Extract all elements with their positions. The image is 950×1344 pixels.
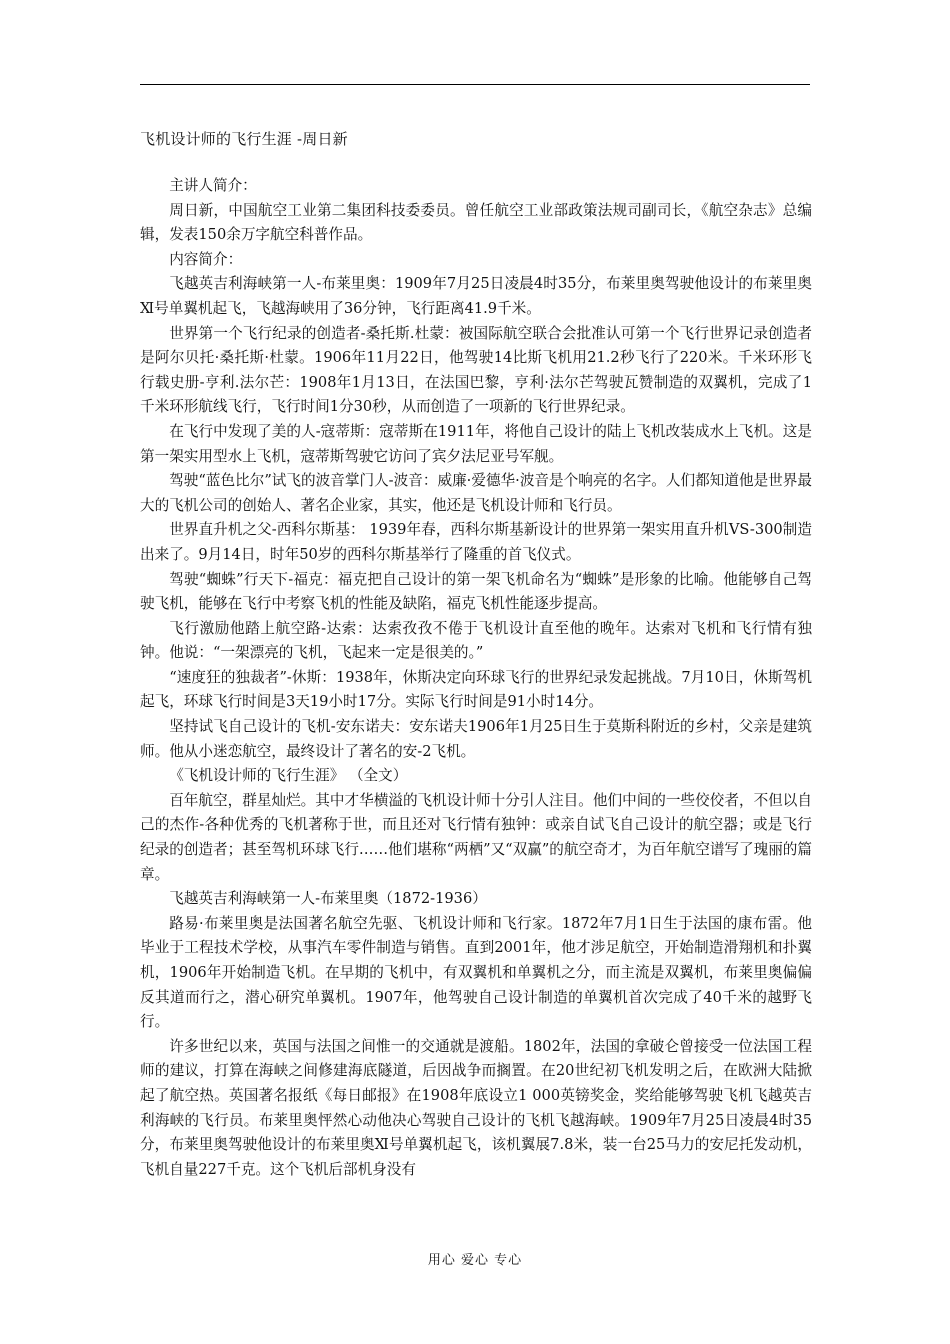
paragraph: 世界第一个飞行纪录的创造者-桑托斯.杜蒙：被国际航空联合会批准认可第一个飞行世界记录创造者是阿尔贝托·桑托斯·杜蒙。1906年11月22日，他驾驶14比斯飞机用21.2秒飞行了220米。千米环形飞行载史册-亨利.法尔芒：1908年1月13日，在法国巴黎，亨利·法尔芒驾驶瓦赞制造的双翼机，完成了1千米环形航线飞行，飞行时间1分30秒，从而创造了一项新的飞行世界纪录。 xyxy=(140,324,812,416)
document-body xyxy=(140,174,812,1182)
paragraph: 内容简介： xyxy=(169,250,243,268)
paragraph: 周日新，中国航空工业第二集团科技委委员。曾任航空工业部政策法规司副司长，《航空杂志》总编辑，发表150余万字航空科普作品。 xyxy=(140,201,812,244)
paragraph: 世界直升机之父-西科尔斯基： 1939年春，西科尔斯基新设计的世界第一架实用直升机VS-300制造出来了。9月14日，时年50岁的西科尔斯基举行了隆重的首飞仪式。 xyxy=(140,521,812,563)
paragraph: 飞越英吉利海峡第一人-布莱里奥（1872-1936） xyxy=(169,890,487,908)
paragraph: 飞行激励他踏上航空路-达索：达索孜孜不倦于飞机设计直至他的晚年。达索对飞机和飞行情有独钟。他说：“一架漂亮的飞机，飞起来一定是很美的。” xyxy=(140,619,812,662)
paragraph: 许多世纪以来，英国与法国之间惟一的交通就是渡船。1802年，法国的拿破仑曾接受一位法国工程师的建议，打算在海峡之间修建海底隧道，后因战争而搁置。在20世纪初飞机发明之后，在欧洲大陆掀起了航空热。英国著名报纸《每日邮报》在1908年底设立1 000英镑奖金，奖给能够驾驶飞机飞越英吉利海峡的飞行员。布莱里奥怦然心动他决心驾驶自己设计的飞机飞越海峡。1909年7月25日凌晨4时35分，布莱里奥驾驶他设计的布莱里奥Ⅺ号单翼机起飞，该机翼展7.8米，装一台25马力的安尼托发动机，飞机自量227千克。这个飞机后部机身没有 xyxy=(140,1037,812,1178)
paragraph: 在飞行中发现了美的人-寇蒂斯：寇蒂斯在1911年，将他自己设计的陆上飞机改装成水上飞机。这是第一架实用型水上飞机，寇蒂斯驾驶它访问了宾夕法尼亚号军舰。 xyxy=(140,422,812,465)
header-rule xyxy=(140,84,810,85)
paragraph: 飞越英吉利海峡第一人-布莱里奥：1909年7月25日凌晨4时35分，布莱里奥驾驶他设计的布莱里奥Ⅺ号单翼机起飞，飞越海峡用了36分钟，飞行距离41.9千米。 xyxy=(140,275,812,317)
paragraph: 路易·布莱里奥是法国著名航空先驱、飞机设计师和飞行家。1872年7月1日生于法国的康布雷。他毕业于工程技术学校，从事汽车零件制造与销售。直到2001年，他才涉足航空，开始制造滑翔机和扑翼机，1906年开始制造飞机。在早期的飞机中，有双翼机和单翼机之分，而主流是双翼机，布莱里奥偏偏反其道而行之，潜心研究单翼机。1907年，他驾驶自己设计制造的单翼机首次完成了40千米的越野飞行。 xyxy=(140,914,812,1031)
paragraph: 主讲人简介： xyxy=(169,177,257,194)
page-footer: 用心 爱心 专心 xyxy=(427,1253,523,1268)
paragraph: 《飞机设计师的飞行生涯》 （全文） xyxy=(169,767,408,785)
paragraph: 驾驶“蓝色比尔”试飞的波音掌门人-波音：威廉·爱德华·波音是个响亮的名字。人们都知道他是世界最大的飞机公司的创始人、著名企业家，其实，他还是飞机设计师和飞行员。 xyxy=(140,472,812,514)
paragraph: “速度狂的独裁者”-休斯：1938年，休斯决定向环球飞行的世界纪录发起挑战。7月10日，休斯驾机起飞，环球飞行时间是3天19小时17分。实际飞行时间是91小时14分。 xyxy=(140,668,812,711)
paragraph: 驾驶“蜘蛛”行天下-福克：福克把自己设计的第一架飞机命名为“蜘蛛”是形象的比喻。他能够自己驾驶飞机，能够在飞行中考察飞机的性能及缺陷，福克飞机性能逐步提高。 xyxy=(140,570,812,613)
document-title: 飞机设计师的飞行生涯 -周日新 xyxy=(140,130,348,148)
paragraph: 百年航空，群星灿烂。其中才华横溢的飞机设计师十分引人注目。他们中间的一些佼佼者，不但以自己的杰作-各种优秀的飞机著称于世，而且还对飞行情有独钟：或亲自试飞自己设计的航空器；或是飞行纪录的创造者；甚至驾机环球飞行……他们堪称“两栖”又“双赢”的航空奇才，为百年航空谱写了瑰丽的篇章。 xyxy=(140,791,812,883)
paragraph: 坚持试飞自己设计的飞机-安东诺夫：安东诺夫1906年1月25日生于莫斯科附近的乡村，父亲是建筑师。他从小迷恋航空，最终设计了著名的安-2飞机。 xyxy=(140,718,812,760)
